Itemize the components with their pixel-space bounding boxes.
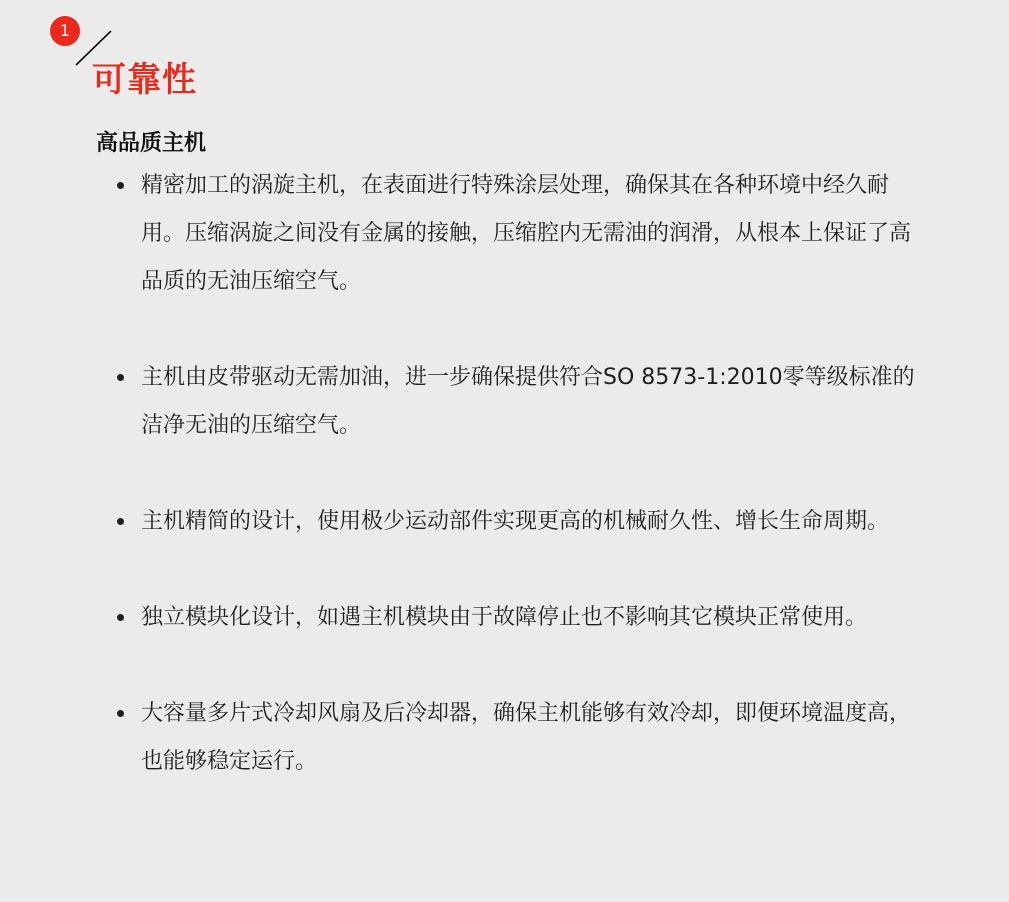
list-item bbox=[116, 498, 916, 546]
list-item bbox=[116, 354, 916, 450]
bullet-dot-icon bbox=[117, 182, 124, 189]
list-item-text: 主机由皮带驱动无需加油，进一步确保提供符合SO 8573-1:2010零等级标准的洁净无油的压缩空气。 bbox=[141, 365, 915, 438]
list-item bbox=[116, 594, 916, 642]
section-number-badge: 1 bbox=[50, 16, 80, 46]
bullet-dot-icon bbox=[117, 518, 124, 525]
feature-list bbox=[116, 162, 916, 786]
section-title: 可靠性 bbox=[92, 60, 197, 100]
subsection-title: 高品质主机 bbox=[96, 131, 207, 156]
list-item-text: 主机精简的设计，使用极少运动部件实现更高的机械耐久性、增长生命周期。 bbox=[141, 509, 890, 534]
list-item bbox=[116, 690, 916, 786]
bullet-dot-icon bbox=[117, 710, 124, 717]
bullet-dot-icon bbox=[117, 374, 124, 381]
list-item-text: 精密加工的涡旋主机，在表面进行特殊涂层处理，确保其在各种环境中经久耐用。压缩涡旋之间没有金属的接触，压缩腔内无需油的润滑，从根本上保证了高品质的无油压缩空气。 bbox=[141, 173, 912, 294]
list-item bbox=[116, 162, 916, 306]
bullet-dot-icon bbox=[117, 614, 124, 621]
list-item-text: 大容量多片式冷却风扇及后冷却器，确保主机能够有效冷却，即便环境温度高，也能够稳定运行。 bbox=[141, 701, 912, 774]
list-item-text: 独立模块化设计，如遇主机模块由于故障停止也不影响其它模块正常使用。 bbox=[141, 605, 868, 630]
